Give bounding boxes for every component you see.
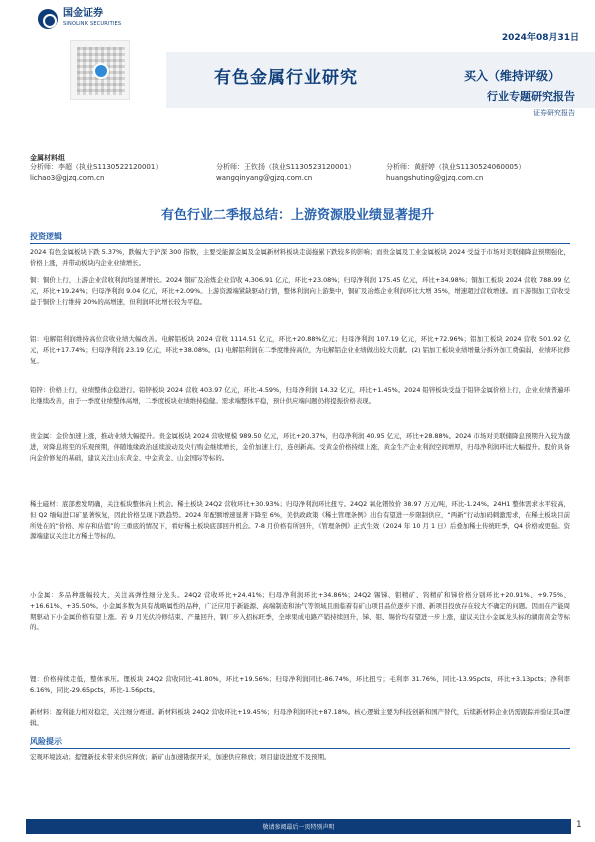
paragraph-copper: 铜：铜价上行，上游企业营收利润均显著增长。2024 铜矿及冶炼企业营收 4,306.91 亿元，环比+23.08%；归母净利润 175.45 亿元，环比+34.98%；铜加工板块 2024 营收 788.99 亿元，环比+19.24%；归母净利润 9.04 亿元，环比+2.09%。上游资源端紧缺驱动行情，整体利润向上游集中，铜矿及冶炼企业利润环比大增 35%，增速超过营收增速。而下游铜加工营收受益于铜价上行维持 20%的高增速，但利润环比增长较为平稳。 <box>30 276 570 306</box>
section-heading-risk: 风险提示 <box>30 737 62 746</box>
logo-icon <box>38 9 58 29</box>
qr-code-icon <box>70 40 130 100</box>
section-heading-logic: 投资逻辑 <box>30 232 62 241</box>
risk-text: 宏观环境波动；提锂新技术带来供应释放；新矿山加速勘探开采，加速供应释放；项目建设进度不及预期。 <box>30 753 331 761</box>
report-header <box>0 0 595 128</box>
section-divider <box>30 748 570 749</box>
analyst-3 <box>386 162 525 184</box>
analyst-group: 金属材料组 <box>30 154 65 162</box>
report-type: 行业专题研究报告 <box>487 90 575 103</box>
paragraph-lithium: 锂：价格持续走低，整体承压。锂板块 24Q2 营收同比-41.80%，环比+19.56%；归母净利润同比-86.74%，环比扭亏；毛利率 31.76%，同比-13.95pcts，环比+3.13pcts；净利率 6.16%，同比-29.65pcts，环比-1.56pcts。 <box>30 675 570 694</box>
analyst-label: 分析师：王钦扬（执业S1130523120001） <box>216 163 356 171</box>
section-divider <box>30 243 570 244</box>
analyst-email[interactable]: huangshuting@gjzq.com.cn <box>386 174 484 182</box>
analyst-email[interactable]: lichao3@gjzq.com.cn <box>30 174 105 182</box>
analyst-2 <box>216 162 355 184</box>
analyst-label: 分析师：黄舒婷（执业S1130524060005） <box>386 163 526 171</box>
paragraph-precious-metals: 贵金属：金价加速上涨，推动业绩大幅提升。贵金属板块 2024 营收规模 989.50 亿元，环比+20.37%，归母净利润 40.95 亿元，环比+28.88%。2024 市场对美联储降息预期升入较为激进，对降息将至的乐观预期，伴随地缘政治延续波动及央行购金继续增长，金价加速上行，连创新高。受黄金价格持续上涨，黄金生产企业利润空间增厚，归母净利润环比大幅提升。股价具备向金价修复的基础，建议关注山东黄金、中金黄金、山金国际等标的。 <box>30 432 570 462</box>
paragraph-rare-earth: 稀土磁材：底部愈发明确，关注板块整体向上机会。稀土板块 24Q2 营收环比+30.93%；归母净利润环比扭亏。24Q2 氧化镨钕价 38.97 万元/吨，环比-1.24%。24H1 整体需求水平较高，但 Q2 缅甸进口矿显著恢复，因此价格呈现下跌趋势。2024 年配额增速显著下降至 6%，美供政政策《稀土管理条例》出台有望进一步限制供应，“两新”行动加码刺激需求，在稀土板块目前所处在的“价格、库存和估值”的三重底的情况下，看好稀土板块底部回升机会。7-8 月价格有所回升，《管理条例》正式生效（2024 年 10 月 1 日）后叠加稀土传统旺季，Q4 价格或更强。资源端建议关注北方稀土等标的。 <box>30 500 570 541</box>
analyst-1 <box>30 162 162 184</box>
paragraph-overview: 2024 有色金属板块下跌 5.37%，跌幅大于沪深 300 指数，主要受能源金属及金属新材料板块走弱拖累下跌较多的影响；而贵金属及工业金属板块 2024 受益于市场对美联储降息预期强化，价格上涨，并带动板块内企业业绩增长。 <box>30 248 570 267</box>
analyst-list <box>30 162 570 188</box>
footer-bar <box>26 819 571 834</box>
analyst-label: 分析师：李超（执业S1130522120001） <box>30 163 163 171</box>
industry-title: 有色金属行业研究 <box>214 68 358 88</box>
logo-name-cn: 国金证券 <box>63 8 103 19</box>
paragraph-minor-metals: 小金属：多品种涨幅较大，关注高弹性细分龙头。24Q2 营收环比+24.41%；归母净利润环比+34.86%；24Q2 锡锑、钼精矿、钨精矿和锑价格分别环比+20.91%、+9.75%、+16.61%、+35.50%。小金属多数为具有战略属性的品种，广泛应用于新能源、高端制造和油气等领域且面临着有矿山项目品位逐步下滑、新项目投放存在较大不确定的问题。因而在产能周期驱动下小金属价格有望上涨。若 9 月光伏冷修结束、产量回升，钢厂步入招标旺季，全球果成电路产销持续回升，锑、钼、锡价均有望进一步上涨，建议关注小金属龙头标的湖南黄金等标的。 <box>30 591 570 632</box>
paragraph-lead-zinc: 铅锌：价格上行，业绩整体企稳进行。铅锌板块 2024 营收 403.97 亿元，环比-4.59%，归母净利润 14.32 亿元，环比+1.45%。2024 铅锌板块受益于铅锌金属价格上行，企业业绩普遍环比继续改善，由于一季度业绩整体高增，二季度板块业绩维持稳健。需求端整体平稳，预计供应端问题仍将提振价格表现。 <box>30 386 570 405</box>
paragraph-new-materials: 新材料：盈利能力相对稳定，关注细分赛道。新材料板块 24Q2 营收环比+19.45%；归母净利润环比+87.18%。核心逻辑主要为科技创新和国产替代，后续新材料企业仍需跟踪并验证其α逻辑。 <box>30 708 570 727</box>
company-logo <box>38 9 121 29</box>
report-date: 2024年08月31日 <box>501 33 579 43</box>
analyst-email[interactable]: wangqinyang@gjzq.com.cn <box>216 174 313 182</box>
report-subtype: 证券研究报告 <box>533 109 575 117</box>
report-title: 有色行业二季报总结：上游资源股业绩显著提升 <box>160 208 434 223</box>
rating: 买入（维持评级） <box>463 69 560 83</box>
logo-name-en: SINOLINK SECURITIES <box>63 21 122 27</box>
footer-disclaimer: 敬请参阅最后一页特别声明 <box>262 824 335 831</box>
page-number: 1 <box>576 820 582 830</box>
paragraph-aluminum: 铝：电解铝利润维持高位营收业绩大幅改善。电解铝板块 2024 营收 1114.51 亿元，环比+20.88%亿元；归母净利润 107.19 亿元，环比+72.96%；铝加工板块 2024 营收 501.92 亿元，环比+17.74%；归母净利润 23.19 亿元，环比+38.08%。(1) 电解铝利润在二季度维持高位，为电解铝企业业绩做出较大贡献。(2) 铝加工板块业绩增量分拆外加工费偏弱，业绩环比修复。 <box>30 335 570 365</box>
